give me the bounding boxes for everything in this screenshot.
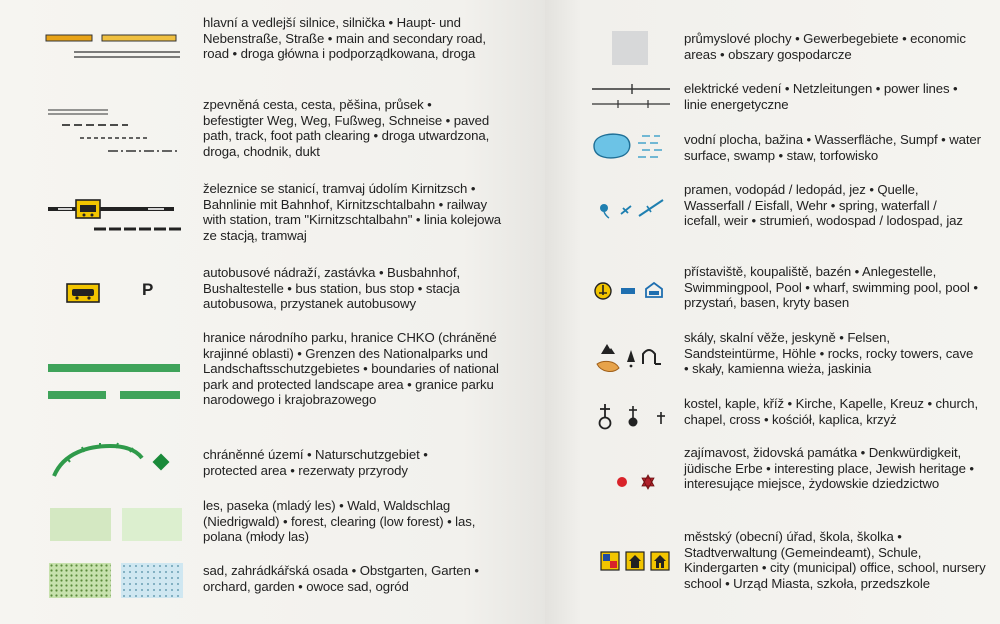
- legend-text-municipal: městský (obecní) úřad, škola, školka • Stadtverwaltung (Gemeindeamt), Schule, Kindergarten • city (municipal) office, school, nursery school • Urząd Miasta, szkoła, przedszkole: [684, 529, 986, 591]
- orchard-symbol: [49, 563, 111, 598]
- rock-symbols: [593, 338, 673, 376]
- nursery-school-symbol: [651, 552, 669, 570]
- legend-text-rocks: skály, skalní věže, jeskyně • Felsen, Sandsteintürme, Höhle • rocks, rocky towers, cave • skały, kamienna wieża, jaskinia: [684, 330, 974, 377]
- rocks-symbol: [601, 344, 615, 354]
- power-line-symbols: [592, 80, 672, 112]
- legend-text-wharf: přístaviště, koupaliště, bazén • Anlegestelle, Swimmingpool, Pool • wharf, swimming pool, pool • przystań, basen, kryty basen: [684, 264, 978, 311]
- legend-text-protected-area: chráněnné území • Naturschutzgebiet • protected area • rezerwaty przyrody: [203, 447, 428, 478]
- church-symbols: [595, 402, 675, 432]
- garden-symbol: [121, 563, 183, 598]
- city-office-symbol: [601, 552, 619, 570]
- railway-symbols: [44, 196, 189, 236]
- legend-text-railway: železnice se stanicí, tramvaj údolím Kirnitzsch • Bahnlinie mit Bahnhof, Kirnitzschtalbahn • railway with station, tram "Kirnitzschtalbahn" • linia kolejowa ze stacją, tramwaj: [203, 181, 502, 243]
- legend-text-forest: les, paseka (mladý les) • Wald, Waldschlag (Niedrigwald) • forest, clearing (low forest) • las, polana (młody las): [203, 498, 476, 545]
- secondary-road-symbol: [102, 35, 176, 41]
- legend-text-spring: pramen, vodopád / ledopád, jez • Quelle, Wasserfall / Eisfall, Wehr • spring, waterfall / icefall, weir • strumień, wodospad / lodospad, jaz: [684, 182, 963, 229]
- water-surface-symbol: [594, 134, 630, 158]
- bus-stop-symbol: P: [142, 280, 154, 299]
- legend-text-roads: hlavní a vedlejší silnice, silnička • Haupt- und Nebenstraße, Straße • main and secondary road, road • droga główna i podporządkowana, droga: [203, 15, 486, 62]
- protected-area-boundary-symbol: [54, 446, 142, 476]
- clearing-low-forest-symbol: [122, 508, 182, 541]
- interesting-place-symbol: [617, 477, 627, 487]
- school-symbol: [626, 552, 644, 570]
- path-symbols: [44, 106, 184, 154]
- wharf-pool-symbols: [593, 280, 673, 302]
- national-park-boundary-symbols: [48, 362, 183, 404]
- swamp-symbol: [638, 136, 662, 157]
- legend-text-economic-areas: průmyslové plochy • Gewerbegebiete • economic areas • obszary gospodarcze: [684, 31, 966, 62]
- spring-symbol: [600, 204, 608, 212]
- legend-text-national-park: hranice národního parku, hranice CHKO (chráněné krajinné oblasti) • Grenzen des Nationalparks und Landschaftsschutzgebietes • boundaries of national park and protected landscape area • granice parku narodowego i krajobrazowego: [203, 330, 499, 408]
- main-road-symbol: [46, 35, 92, 41]
- road-symbols: [44, 30, 184, 70]
- legend-text-bus: autobusové nádraží, zastávka • Busbahnhof, Bushaltestelle • bus station, bus stop • stacja autobusowa, przystanek autobusowy: [203, 265, 461, 312]
- jewish-heritage-symbol: [642, 475, 654, 489]
- legend-text-water: vodní plocha, bažina • Wasserfläche, Sumpf • water surface, swamp • staw, torfowisko: [684, 132, 981, 163]
- interest-symbols: [612, 472, 662, 492]
- rock-tower-symbol: [627, 350, 635, 362]
- municipal-symbols: [600, 550, 672, 574]
- water-symbols: [590, 128, 670, 162]
- national-park-boundary-symbol: [48, 364, 180, 372]
- legend-text-paths: zpevněná cesta, cesta, pěšina, průsek • befestigter Weg, Weg, Fußweg, Schneise • paved path, track, foot path clearing • droga utwardzona, droga, chodnik, dukt: [203, 97, 490, 159]
- economic-area-symbol: [612, 31, 648, 65]
- legend-text-orchard: sad, zahrádkářská osada • Obstgarten, Garten • orchard, garden • owoce sad, ogród: [203, 563, 479, 594]
- spring-waterfall-symbols: [595, 192, 675, 222]
- bus-station-symbol: [66, 283, 100, 303]
- landscape-area-boundary-symbol: [48, 391, 106, 399]
- legend-text-power-lines: elektrické vedení • Netzleitungen • power lines • linie energetyczne: [684, 81, 958, 112]
- swimming-pool-symbol: [621, 288, 635, 294]
- forest-symbol: [50, 508, 111, 541]
- protected-area-point-symbol: [153, 454, 170, 471]
- cave-symbol: [643, 350, 655, 364]
- waterfall-symbol: [621, 206, 631, 214]
- legend-text-interest: zajímavost, židovská památka • Denkwürdigkeit, jüdische Erbe • interesting place, Jewish heritage • interesujące miejsce, żydowskie dziedzictwo: [684, 445, 974, 492]
- weir-symbol: [639, 200, 663, 216]
- protected-area-symbols: [50, 440, 180, 480]
- legend-text-church: kostel, kaple, kříž • Kirche, Kapelle, Kreuz • church, chapel, cross • kościół, kaplica, krzyż: [684, 396, 979, 427]
